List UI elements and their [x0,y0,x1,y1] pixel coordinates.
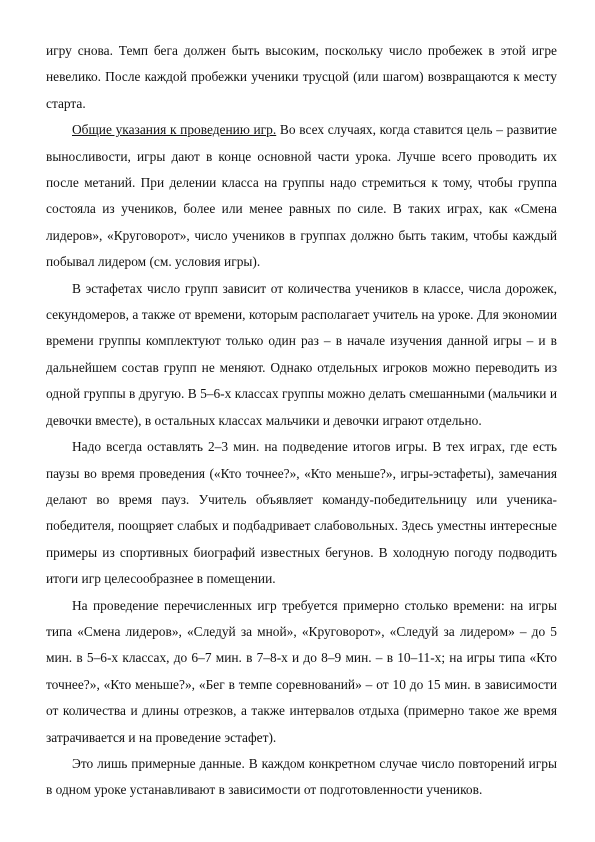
paragraph-time-requirements [46,593,557,751]
section-heading: Общие указания к проведению игр. [72,122,277,138]
paragraph-general-guidelines [46,117,557,275]
paragraph-text: На проведение перечисленных игр требуется примерно столько времени: на игры типа «Смена лидеров», «Следуй за мной», «Круговорот», «Следуй за лидером» – до 5 мин. в 5–6-х классах, до 6–7 мин. в 7–8-х и до 8–9 мин. – в 10–11-х; на игры типа «Кто точнее?», «Кто меньше?», «Бег в темпе соревнований» – от 10 до 15 мин. в зависимости от количества и длины отрезков, а также интервалов отдыха (примерно такое же время затрачивается и на проведение эстафет). [46,597,557,745]
paragraph-continuation [46,38,557,117]
paragraph-text: игру снова. Темп бега должен быть высоким, поскольку число пробежек в этой игре невелико. После каждой пробежки ученики трусцой (или шагом) возвращаются к месту старта. [46,43,557,111]
paragraph-text: Надо всегда оставлять 2–3 мин. на подведение итогов игры. В тех играх, где есть паузы во время проведения («Кто точнее?», «Кто меньше?», игры-эстафеты), замечания делают во время пауз. Учитель объявляет команду-победительницу или ученика-победителя, поощряет слабых и подбадривает слабовольных. Здесь уместны интересные примеры из спортивных биографий известных бегунов. В холодную погоду подводить итоги игр целесообразнее в помещении. [46,439,557,587]
paragraph-text: В эстафетах число групп зависит от количества учеников в классе, числа дорожек, секундомеров, а также от времени, которым располагает учитель на уроке. Для экономии времени группы комплектуют только один раз – в начале изучения данной игры – и в дальнейшем состав групп не меняют. Однако отдельных игроков можно переводить из одной группы в другую. В 5–6-х классах группы можно делать смешанными (мальчики и девочки вместе), в остальных классах мальчики и девочки играют отдельно. [46,280,557,428]
paragraph-summary-results [46,434,557,592]
paragraph-relays [46,276,557,434]
paragraph-approximate-data [46,751,557,804]
paragraph-text: Это лишь примерные данные. В каждом конкретном случае число повторений игры в одном уроке устанавливают в зависимости от подготовленности учеников. [46,755,557,798]
paragraph-text: Во всех случаях, когда ставится цель – развитие выносливости, игры дают в конце основной части урока. Лучше всего проводить их после метаний. При делении класса на группы надо стремиться к тому, чтобы группа состояла из учеников, более или менее равных по силе. В таких играх, как «Смена лидеров», «Круговорот», число учеников в группах должно быть таким, чтобы каждый побывал лидером (см. условия игры). [46,122,557,270]
document-page [46,38,557,804]
